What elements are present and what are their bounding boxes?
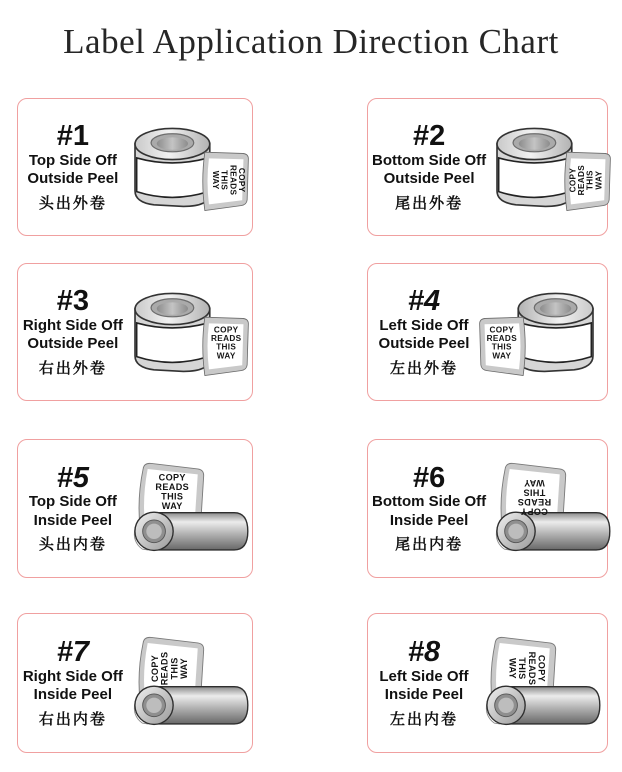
direction-chinese: 右出内卷 xyxy=(38,710,107,728)
roll-illustration-inside-peel xyxy=(486,458,618,560)
copy-word: COPY xyxy=(158,471,186,482)
reads-word: READS xyxy=(517,496,552,507)
panel-number: #6 xyxy=(412,461,446,494)
panel-number: #1 xyxy=(56,120,89,153)
this-word: THIS xyxy=(160,490,184,501)
panel-4 xyxy=(367,263,608,401)
panel-2-caption xyxy=(372,121,486,212)
panel-number: #2 xyxy=(412,120,446,153)
direction-chinese: 右出外卷 xyxy=(38,359,107,377)
upright-roll-icon xyxy=(486,121,614,213)
direction-line-1: Top Side Off xyxy=(28,493,117,511)
panel-1 xyxy=(17,98,253,236)
copy-word: COPY xyxy=(213,325,239,335)
direction-line-2: Outside Peel xyxy=(27,170,119,188)
panel-number: #8 xyxy=(407,636,441,669)
direction-chinese: 左出外卷 xyxy=(389,359,458,377)
direction-line-2: Outside Peel xyxy=(383,170,475,188)
panel-5 xyxy=(17,439,253,578)
reads-word: READS xyxy=(227,164,237,196)
copy-word: COPY xyxy=(236,167,246,193)
direction-line-2: Outside Peel xyxy=(27,335,119,353)
way-word: WAY xyxy=(523,477,545,488)
panel-7-caption xyxy=(22,637,124,728)
upright-roll-icon xyxy=(124,286,252,378)
reads-word: READS xyxy=(526,651,537,686)
way-word: WAY xyxy=(210,170,220,190)
direction-line-1: Top Side Off xyxy=(28,151,117,169)
roll-illustration-outside-peel xyxy=(124,121,252,213)
roll-illustration-outside-peel xyxy=(486,121,614,213)
reads-word: READS xyxy=(159,651,170,686)
direction-chinese: 尾出内卷 xyxy=(395,536,464,554)
this-word: THIS xyxy=(523,486,546,497)
this-word: THIS xyxy=(168,657,179,680)
direction-line-2: Inside Peel xyxy=(33,686,113,704)
this-word: THIS xyxy=(215,342,236,352)
direction-chinese: 左出内卷 xyxy=(389,710,458,728)
direction-line-1: Bottom Side Off xyxy=(372,151,487,169)
panel-2 xyxy=(367,98,608,236)
roll-illustration-outside-peel xyxy=(476,286,604,378)
copy-word: COPY xyxy=(520,506,549,517)
reads-word: READS xyxy=(155,481,189,492)
this-word: THIS xyxy=(517,657,528,680)
panel-number: #4 xyxy=(407,285,441,318)
roll-illustration-inside-peel xyxy=(124,458,256,560)
direction-line-1: Left Side Off xyxy=(379,316,469,334)
upright-roll-icon xyxy=(476,286,604,378)
panel-4-caption xyxy=(372,286,476,377)
this-word: THIS xyxy=(585,170,595,191)
panel-6-caption xyxy=(372,463,486,554)
page-title: Label Application Direction Chart xyxy=(63,22,559,61)
direction-chinese: 头出内卷 xyxy=(38,536,107,554)
roll-illustration-inside-peel xyxy=(476,632,608,734)
reads-word: READS xyxy=(210,334,242,344)
panel-3-caption xyxy=(22,286,124,377)
direction-line-2: Outside Peel xyxy=(378,335,470,353)
direction-line-2: Inside Peel xyxy=(33,511,113,529)
copy-word: COPY xyxy=(536,654,547,683)
copy-word: COPY xyxy=(568,167,578,193)
reads-word: READS xyxy=(577,164,587,196)
panel-1-caption xyxy=(22,121,124,212)
panel-7 xyxy=(17,613,253,753)
way-word: WAY xyxy=(178,657,189,679)
copy-word: COPY xyxy=(149,654,160,683)
panel-6 xyxy=(367,439,608,578)
direction-line-1: Right Side Off xyxy=(22,316,123,334)
direction-line-1: Right Side Off xyxy=(22,667,123,685)
way-word: WAY xyxy=(216,351,236,361)
direction-chinese: 头出外卷 xyxy=(38,194,107,212)
roll-illustration-inside-peel xyxy=(124,632,256,734)
direction-line-1: Left Side Off xyxy=(379,667,469,685)
panel-8 xyxy=(367,613,608,753)
direction-line-2: Inside Peel xyxy=(384,686,464,704)
way-word: WAY xyxy=(161,500,183,511)
reads-word: READS xyxy=(486,334,517,344)
panel-number: #5 xyxy=(56,461,89,494)
direction-line-2: Inside Peel xyxy=(389,511,469,529)
panel-number: #3 xyxy=(56,285,89,318)
panel-8-caption xyxy=(372,637,476,728)
direction-line-1: Bottom Side Off xyxy=(372,493,487,511)
way-word: WAY xyxy=(594,170,604,190)
panel-5-caption xyxy=(22,463,124,554)
side-roll-icon xyxy=(124,458,256,560)
this-word: THIS xyxy=(491,342,512,352)
side-roll-icon xyxy=(124,632,256,734)
panel-3 xyxy=(17,263,253,401)
side-roll-icon xyxy=(486,458,618,560)
way-word: WAY xyxy=(507,657,518,679)
side-roll-icon xyxy=(476,632,608,734)
upright-roll-icon xyxy=(124,121,252,213)
panel-number: #7 xyxy=(56,636,89,669)
copy-word: COPY xyxy=(489,325,515,335)
way-word: WAY xyxy=(492,351,512,361)
this-word: THIS xyxy=(219,170,229,191)
roll-illustration-outside-peel xyxy=(124,286,252,378)
direction-chinese: 尾出外卷 xyxy=(395,194,464,212)
